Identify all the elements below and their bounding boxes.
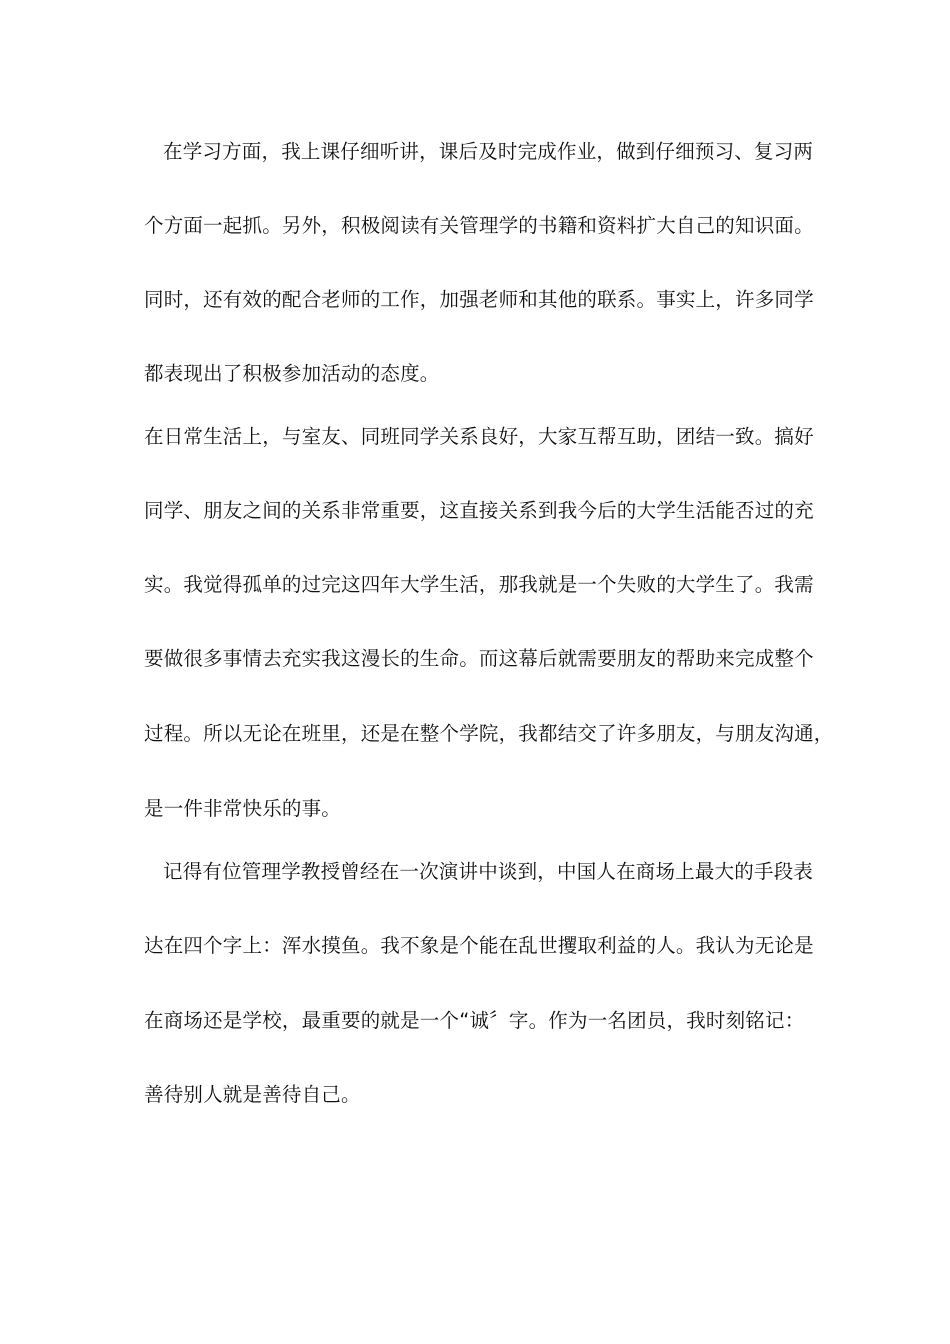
paragraph-3-line-2: 达在四个字上：浑水摸鱼。我不象是个能在乱世攫取利益的人。我认为无论是 bbox=[144, 934, 814, 957]
paragraph-1-line-2: 个方面一起抓。另外，积极阅读有关管理学的书籍和资料扩大自己的知识面。 bbox=[144, 214, 814, 237]
paragraph-2-line-6: 是一件非常快乐的事。 bbox=[144, 797, 342, 820]
paragraph-2-line-1: 在日常生活上，与室友、同班同学关系良好，大家互帮互助，团结一致。搞好 bbox=[144, 425, 814, 448]
paragraph-1-line-4: 都表现出了积极参加活动的态度。 bbox=[144, 362, 440, 385]
paragraph-2-line-5: 过程。所以无论在班里，还是在整个学院，我都结交了许多朋友，与朋友沟通， bbox=[144, 722, 834, 745]
paragraph-2-line-3: 实。我觉得孤单的过完这四年大学生活，那我就是一个失败的大学生了。我需 bbox=[144, 573, 814, 596]
paragraph-3-line-1: 记得有位管理学教授曾经在一次演讲中谈到，中国人在商场上最大的手段表 bbox=[163, 860, 814, 883]
paragraph-1-line-3: 同时，还有效的配合老师的工作，加强老师和其他的联系。事实上，许多同学 bbox=[144, 288, 814, 311]
paragraph-3-line-4: 善待别人就是善待自己。 bbox=[144, 1083, 361, 1106]
paragraph-1-line-1: 在学习方面，我上课仔细听讲，课后及时完成作业，做到仔细预习、复习两 bbox=[163, 140, 814, 163]
paragraph-2-line-4: 要做很多事情去充实我这漫长的生命。而这幕后就需要朋友的帮助来完成整个 bbox=[144, 647, 814, 670]
paragraph-3-line-3: 在商场还是学校，最重要的就是一个“诚〞字。作为一名团员，我时刻铭记： bbox=[144, 1009, 805, 1032]
paragraph-2-line-2: 同学、朋友之间的关系非常重要，这直接关系到我今后的大学生活能否过的充 bbox=[144, 499, 814, 522]
